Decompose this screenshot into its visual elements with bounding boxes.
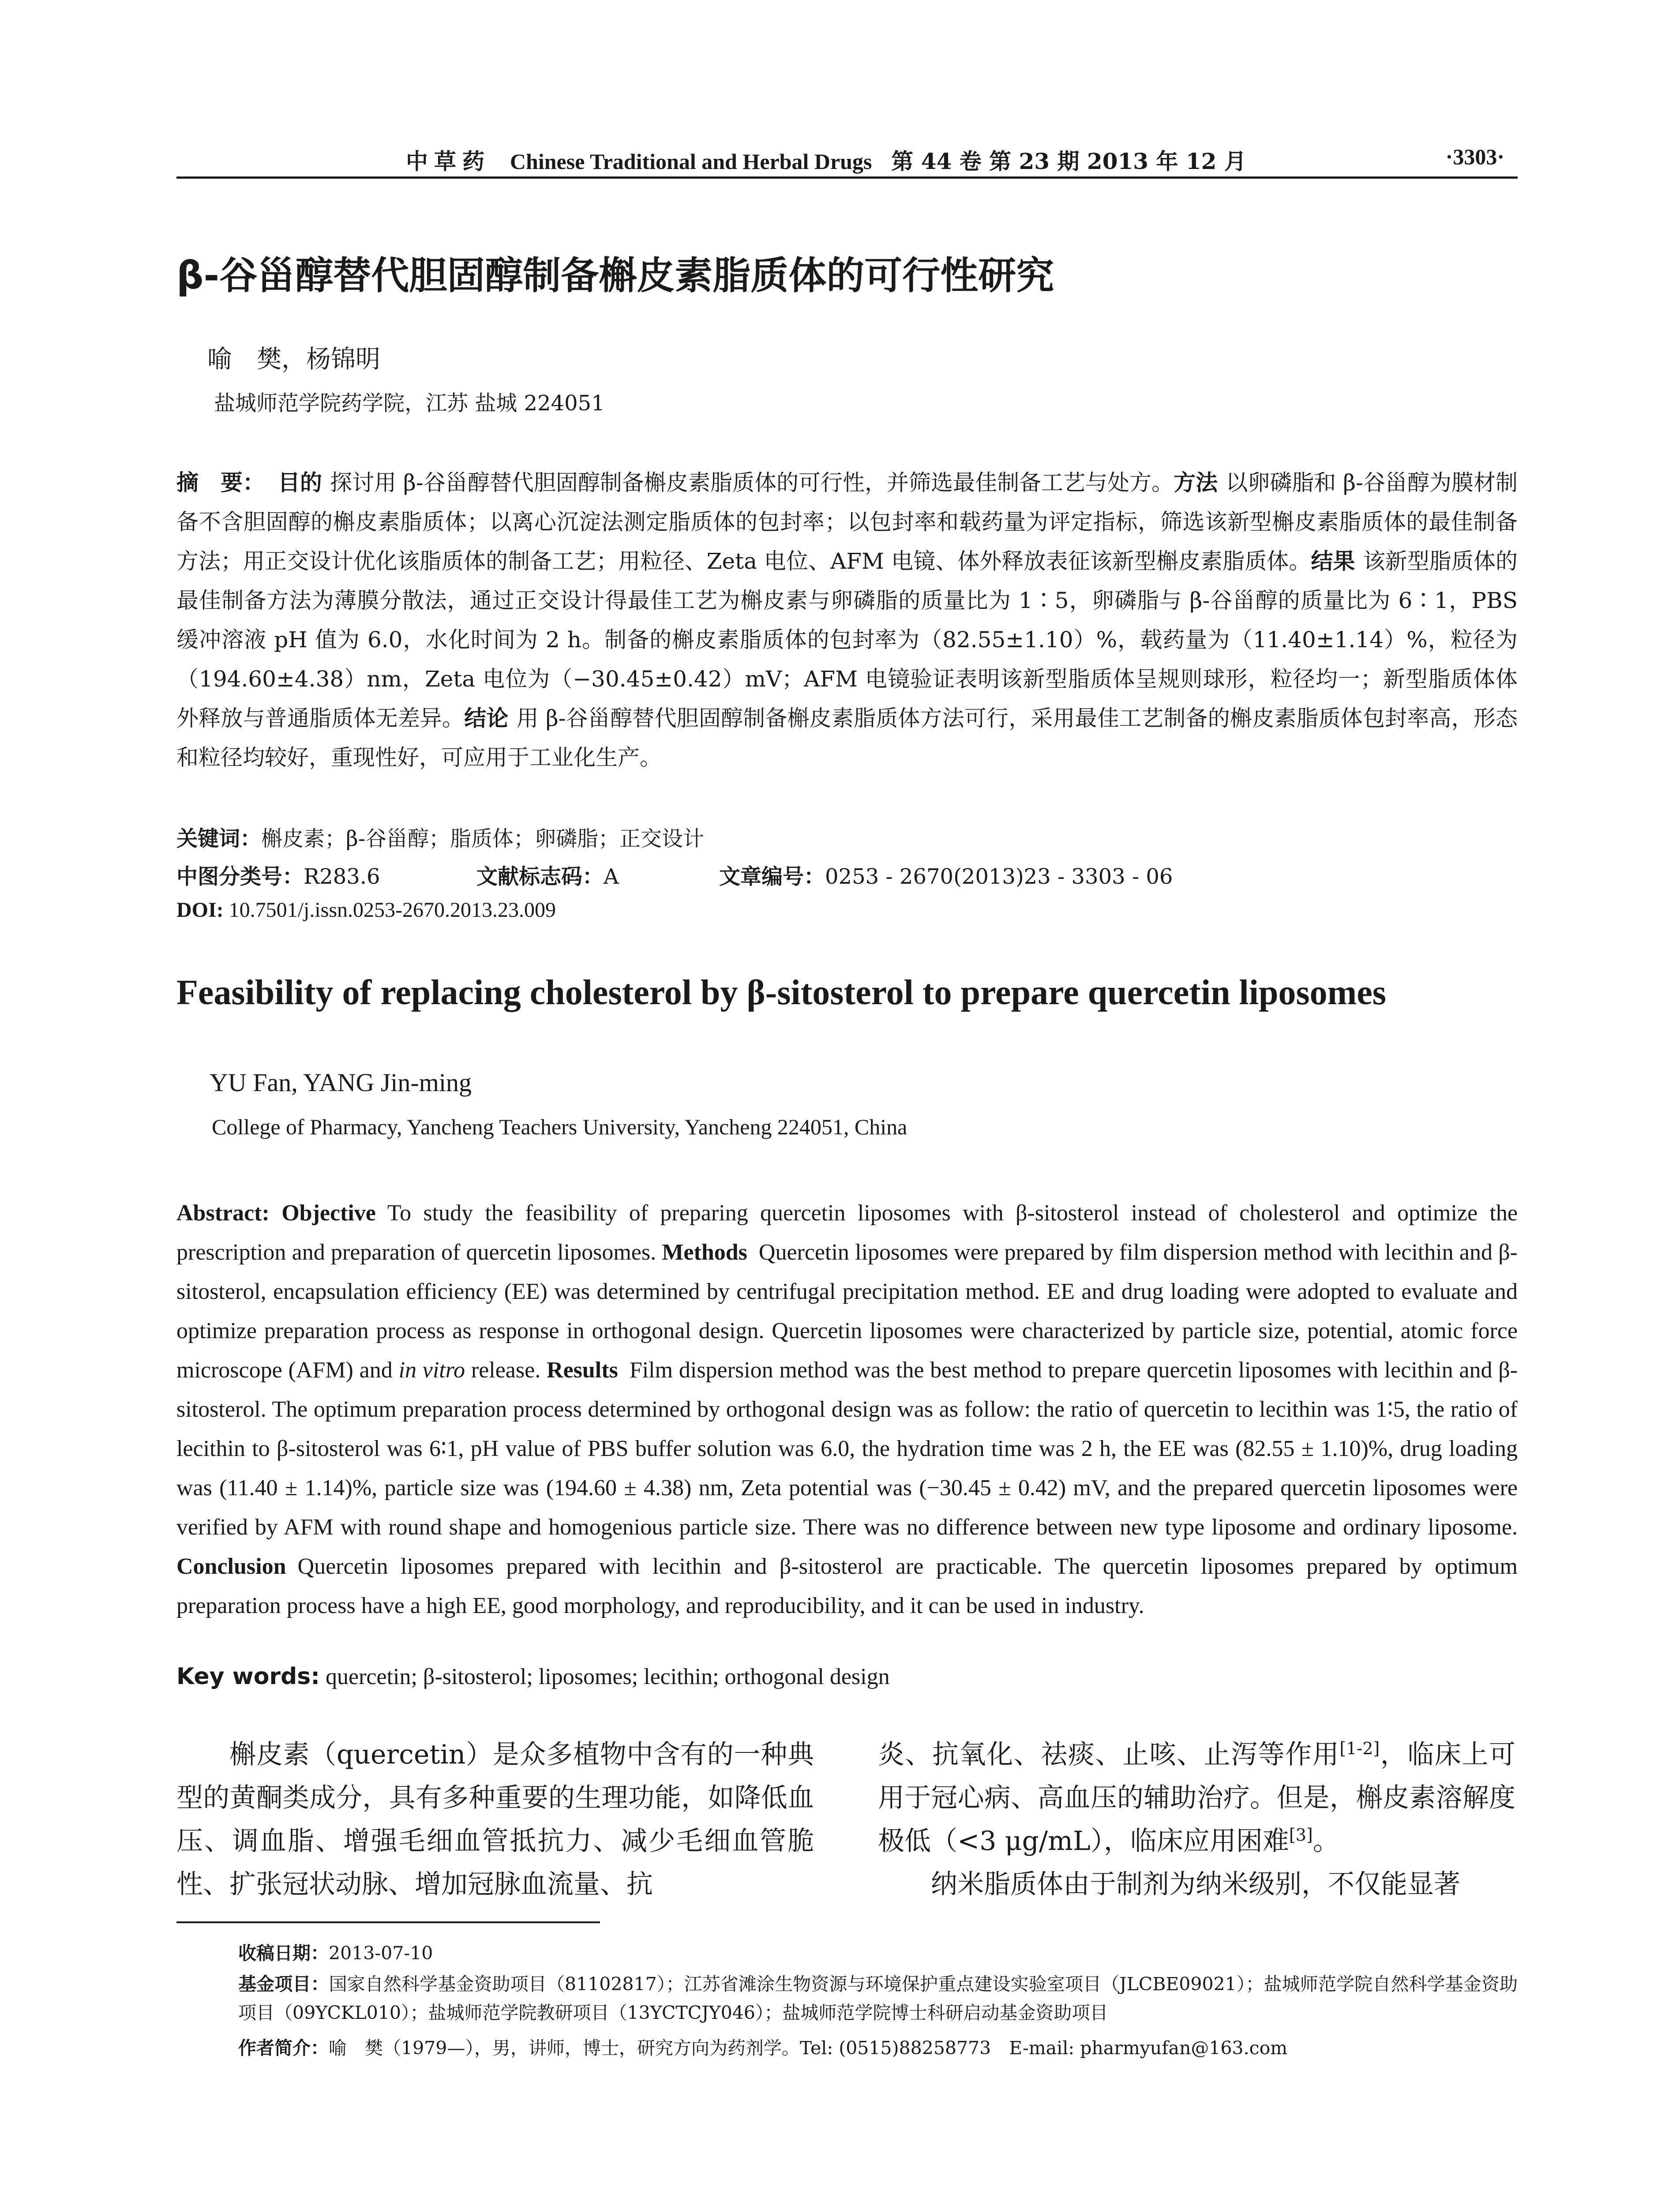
cn-keywords-text: 槲皮素；β-谷甾醇；脂质体；卵磷脂；正交设计	[261, 826, 704, 851]
cn-article-no-label: 文章编号：	[719, 864, 825, 889]
cn-methods-head: 方法	[1174, 470, 1218, 495]
cn-results: 该新型脂质体的最佳制备方法为薄膜分散法，通过正交设计得最佳工艺为槲皮素与卵磷脂的质量比为 1∶5，卵磷脂与 β-谷甾醇的质量比为 6∶1，PBS 缓冲溶液 pH 值为 6.0，水化时间为 2 h。制备的槲皮素脂质体的包封率为（82.55±1.10）%，载药量为（11.40±1.14）%，粒径为（194.60±4.38）nm，Zeta 电位为（−30.45±0.42）mV；AFM 电镜验证表明该新型脂质体呈规则球形，粒径均一；新型脂质体体外释放与普通脂质体无差异。	[176, 548, 1518, 731]
footnote-received	[238, 1939, 433, 1968]
cn-doi	[176, 898, 556, 922]
cn-classification-value: R283.6	[304, 864, 380, 889]
footnote-rule	[176, 1921, 600, 1923]
en-conclusion: Quercetin liposomes prepared with lecithin and β-sitosterol are practicable. The quercetin liposomes prepared by optimum preparation process have a high EE, good morphology, and reproducibility, and it can be used in industry.	[176, 1554, 1518, 1618]
fund-label: 基金项目：	[238, 1973, 329, 1995]
en-affiliation: College of Pharmacy, Yancheng Teachers University, Yancheng 224051, China	[212, 1114, 908, 1139]
cn-conclusion: 用 β-谷甾醇替代胆固醇制备槲皮素脂质体方法可行，采用最佳工艺制备的槲皮素脂质体包封率高，形态和粒径均较好，重现性好，可应用于工业化生产。	[176, 705, 1518, 770]
cn-abstract-label: 摘 要：	[176, 470, 265, 495]
cn-classification	[176, 859, 380, 890]
doi-link[interactable]: 10.7501/j.issn.0253-2670.2013.23.009	[229, 898, 556, 922]
body-right-column	[878, 1733, 1515, 1906]
cn-classification-label: 中图分类号：	[176, 864, 304, 889]
cn-conclusion-head: 结论	[464, 705, 509, 731]
author-label: 作者简介：	[238, 2037, 329, 2059]
author-text: 喻 樊（1979—），男，讲师，博士，研究方向为药剂学。Tel: (0515)88258773 E-mail: pharmyufan@163.com	[329, 2037, 1288, 2059]
en-keywords-text: quercetin; β-sitosterol; liposomes; lecithin; orthogonal design	[326, 1664, 890, 1689]
footnote-author	[238, 2034, 1287, 2063]
cn-article-no	[719, 859, 1173, 890]
en-methods-italic: in vitro	[398, 1358, 465, 1383]
cn-results-head: 结果	[1311, 548, 1355, 574]
cn-keywords	[176, 822, 704, 852]
en-keywords-label: Key words:	[176, 1663, 320, 1690]
body-right-para-a: 炎、抗氧化、祛痰、止咳、止泻等作用	[878, 1739, 1340, 1770]
body-right-para-2: 纳米脂质体由于制剂为纳米级别，不仅能显著	[931, 1869, 1460, 1900]
footnote-fund	[238, 1970, 1518, 2027]
doi-label: DOI:	[176, 898, 224, 922]
en-results: Film dispersion method was the best method to prepare quercetin liposomes with lecithin and β-sitosterol. The optimum preparation process determined by orthogonal design was as follow: the ratio of quercetin to lecithin was 1∶5, the ratio of lecithin to β-sitosterol was 6∶1, pH value of PBS buffer solution was 6.0, the hydration time was 2 h, the EE was (82.55 ± 1.10)%, drug loading was (11.40 ± 1.14)%, particle size was (194.60 ± 4.38) nm, Zeta potential was (−30.45 ± 0.42) mV, and the prepared quercetin liposomes were verified by AFM with round shape and homogenious particle size. There was no difference between new type liposome and ordinary liposome.	[176, 1358, 1518, 1540]
running-header	[176, 140, 1518, 180]
en-abstract	[176, 1193, 1518, 1625]
received-label: 收稿日期：	[238, 1943, 329, 1964]
journal-name-en: Chinese Traditional and Herbal Drugs	[510, 149, 872, 174]
cn-abstract	[176, 463, 1518, 777]
citation-1-2: [1-2]	[1339, 1739, 1380, 1758]
cn-objective-head: 目的	[278, 470, 322, 495]
cn-methods: 以卵磷脂和 β-谷甾醇为膜材制备不含胆固醇的槲皮素脂质体；以离心沉淀法测定脂质体的包封率；以包封率和载药量为评定指标，筛选该新型槲皮素脂质体的最佳制备方法；用正交设计优化该脂质体的制备工艺；用粒径、Zeta 电位、AFM 电镜、体外释放表征该新型槲皮素脂质体。	[176, 470, 1518, 574]
body-left-column	[176, 1733, 814, 1906]
en-methods-b: release.	[471, 1358, 541, 1383]
cn-authors: 喻 樊，杨锦明	[207, 345, 380, 374]
body-right-para-b: ，临床上可用于冠心病、高血压的辅助治疗。但是，槲皮素溶解度极低（<3 μg/mL），临床应用困难	[878, 1739, 1516, 1857]
cn-doc-code-label: 文献标志码：	[476, 864, 604, 889]
cn-doc-code	[476, 859, 619, 890]
en-methods-a: Quercetin liposomes were prepared by film dispersion method with lecithin and β-sitosterol, encapsulation efficiency (EE) was determined by centrifugal precipitation method. EE and drug loading were adopted to evaluate and optimize preparation process as response in orthogonal design. Quercetin liposomes were characterized by particle size, potential, atomic force microscope (AFM) and	[176, 1240, 1518, 1383]
en-title: Feasibility of replacing cholesterol by β-sitosterol to prepare quercetin liposomes	[176, 973, 1386, 1012]
cn-title: β-谷甾醇替代胆固醇制备槲皮素脂质体的可行性研究	[176, 254, 1054, 298]
en-results-head: Results	[547, 1358, 618, 1383]
body-right-para-c: 。	[1312, 1826, 1339, 1857]
page-number: ·3303·	[1445, 144, 1504, 169]
header-rule	[176, 176, 1518, 179]
citation-3: [3]	[1289, 1825, 1313, 1845]
journal-info	[406, 144, 1259, 176]
fund-text: 国家自然科学基金资助项目（81102817）；江苏省滩涂生物资源与环境保护重点建设实验室项目（JLCBE09021）；盐城师范学院自然科学基金资助项目（09YCKL010）；盐城师范学院教研项目（13YCTCJY046）；盐城师范学院博士科研启动基金资助项目	[238, 1973, 1518, 2023]
cn-keywords-label: 关键词：	[176, 826, 262, 851]
en-objective: To study the feasibility of preparing quercetin liposomes with β-sitosterol instead of cholesterol and optimize the prescription and preparation of quercetin liposomes.	[176, 1201, 1518, 1265]
en-methods-head: Methods	[662, 1240, 747, 1265]
cn-affiliation: 盐城师范学院药学院，江苏 盐城 224051	[214, 391, 605, 416]
received-date: 2013-07-10	[329, 1943, 433, 1964]
en-objective-head: Abstract: Objective	[176, 1201, 376, 1226]
journal-name-cn: 中草药	[406, 148, 491, 174]
en-authors: YU Fan, YANG Jin-ming	[210, 1068, 472, 1097]
body-left-para: 槲皮素（quercetin）是众多植物中含有的一种典型的黄酮类成分，具有多种重要的生理功能，如降低血压、调血脂、增强毛细血管抵抗力、减少毛细血管脆性、扩张冠状动脉、增加冠脉血流量、抗	[176, 1739, 814, 1900]
volume-issue: 第 44 卷 第 23 期 2013 年 12 月	[891, 148, 1246, 174]
cn-article-no-value: 0253 - 2670(2013)23 - 3303 - 06	[825, 864, 1173, 889]
cn-objective: 探讨用 β-谷甾醇替代胆固醇制备槲皮素脂质体的可行性，并筛选最佳制备工艺与处方。	[330, 470, 1174, 495]
en-keywords	[176, 1663, 890, 1690]
en-conclusion-head: Conclusion	[176, 1554, 286, 1579]
cn-doc-code-value: A	[604, 864, 619, 889]
